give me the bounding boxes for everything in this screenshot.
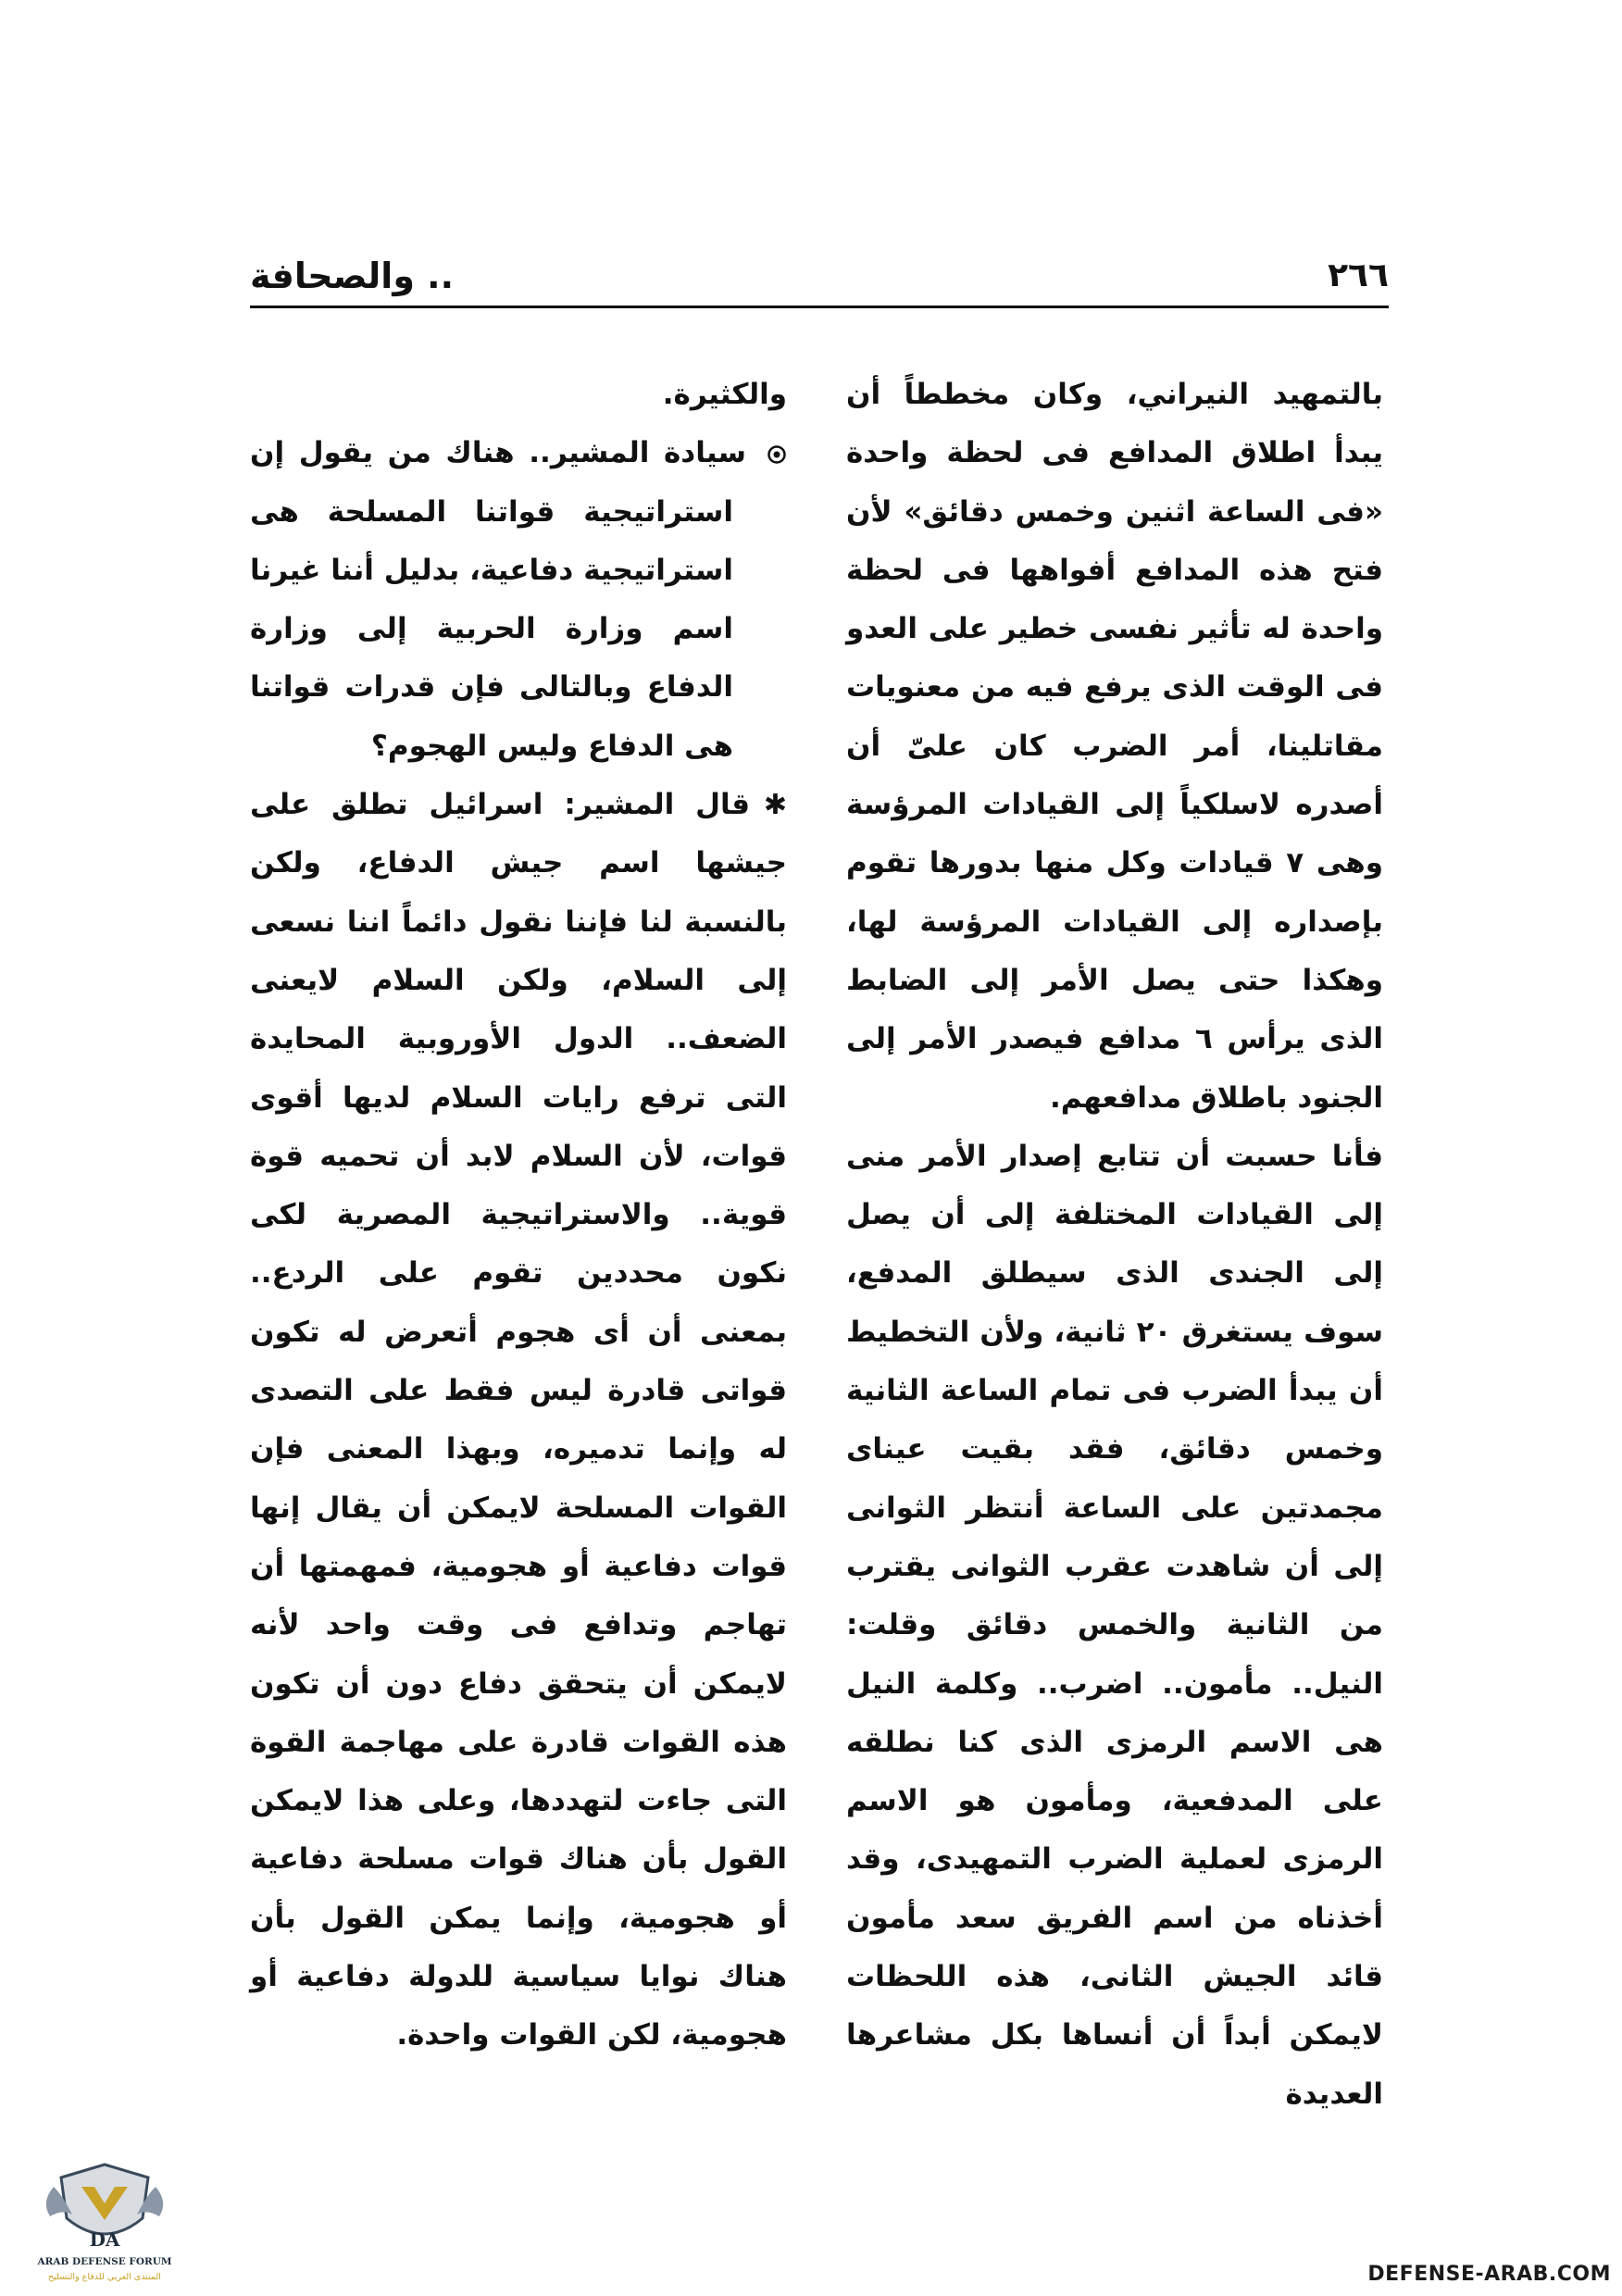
paragraph-continuation: والكثيرة.: [662, 378, 787, 411]
right-text-column: [846, 366, 1383, 2124]
running-header: [250, 250, 1389, 308]
watermark-text: DEFENSE-ARAB.COM: [1367, 2263, 1611, 2286]
page-number: ٢٦٦: [1328, 256, 1389, 294]
answer-text: قال المشير: اسرائيل تطلق على جيشها اسم جيش الدفاع، ولكن بالنسبة لنا فإننا نقول دائماً اننا نسعى إلى السلام، ولكن السلام لايعنى الضعف.. الدول الأوروبية المحايدة التى ترفع رايات السلام لديها أقوى قوات، لأن السلام لابد أن تحميه قوة قوية.. والاستراتيجية المصرية لكى نكون محددين تقوم على الردع.. بمعنى أن أى هجوم أتعرض له تكون قواتى قادرة ليس فقط على التصدى له وإنما تدميره، وبهذا المعنى فإن القوات المسلحة لايمكن أن يقال إنها قوات دفاعية أو هجومية، فمهمتها أن تهاجم وتدافع فى وقت واحد لأنه لايمكن أن يتحقق دفاع دون أن تكون هذه القوات قادرة على مهاجمة القوة التى جاءت لتهددها، وعلى هذا لايمكن القول بأن هناك قوات مسلحة دفاعية أو هجومية، وإنما يمكن القول بأن هناك نوايا سياسية للدولة دفاعية أو هجومية، لكن القوات واحدة.: [250, 788, 787, 2053]
bullet-icon: [746, 424, 787, 482]
question-text: سيادة المشير.. هناك من يقول إن استراتيجية قواتنا المسلحة هى استراتيجية دفاعية، بدليل أننا غيرنا اسم وزارة الحربية إلى وزارة الدفاع وبالتالى فإن قدرات قواتنا هى الدفاع وليس الهجوم؟: [250, 436, 746, 763]
left-text-column: [250, 366, 787, 2065]
interview-answer: [250, 776, 787, 2065]
logo-initials: DA: [89, 2228, 120, 2251]
logo-english-name: ARAB DEFENSE FORUM: [37, 2256, 172, 2267]
paragraph-countdown: فأنا حسبت أن تتابع إصدار الأمر منى إلى القيادات المختلفة إلى أن يصل إلى الجندى الذى سيطلق المدفع، سوف يستغرق ٢٠ ثانية، ولأن التخطيط أن يبدأ الضرب فى تمام الساعة الثانية وخمس دقائق، فقد بقيت عيناى مجمدتين على الساعة أنتظر الثوانى إلى أن شاهدت عقرب الثوانى يقترب من الثانية والخمس دقائق وقلت: النيل.. مأمون.. اضرب.. وكلمة النيل هى الاسم الرمزى الذى كنا نطلقه على المدفعية، ومأمون هو الاسم الرمزى لعملية الضرب التمهيدى، وقد أخذناه من اسم الفريق سعد مأمون قائد الجيش الثانى، هذه اللحظات لايمكن أبداً أن أنساها بكل مشاعرها العديدة: [846, 1139, 1383, 2111]
chapter-title: .. والصحافة: [250, 256, 455, 296]
paragraph-firing-order: بالتمهيد النيراني، وكان مخططاً أن يبدأ اطلاق المدافع فى لحظة واحدة «فى الساعة اثنين وخمس دقائق» لأن فتح هذه المدافع أفواهها فى لحظة واحدة له تأثير نفسى خطير على العدو فى الوقت الذى يرفع فيه من معنويات مقاتلينا، أمر الضرب كان علىّ أن أصدره لاسلكياً إلى القيادات المرؤسة وهى ٧ قيادات وكل منها بدورها تقوم بإصداره إلى القيادات المرؤسة لها، وهكذا حتى يصل الأمر إلى الضابط الذى يرأس ٦ مدافع فيصدر الأمر إلى الجنود باطلاق مدافعهم.: [846, 378, 1383, 1115]
interview-question: [250, 424, 787, 776]
arab-defense-forum-logo: [35, 2159, 174, 2289]
logo-arabic-name: المنتدى العربي للدفاع والتسليح: [48, 2272, 161, 2282]
asterisk-icon: ✱: [763, 789, 787, 822]
